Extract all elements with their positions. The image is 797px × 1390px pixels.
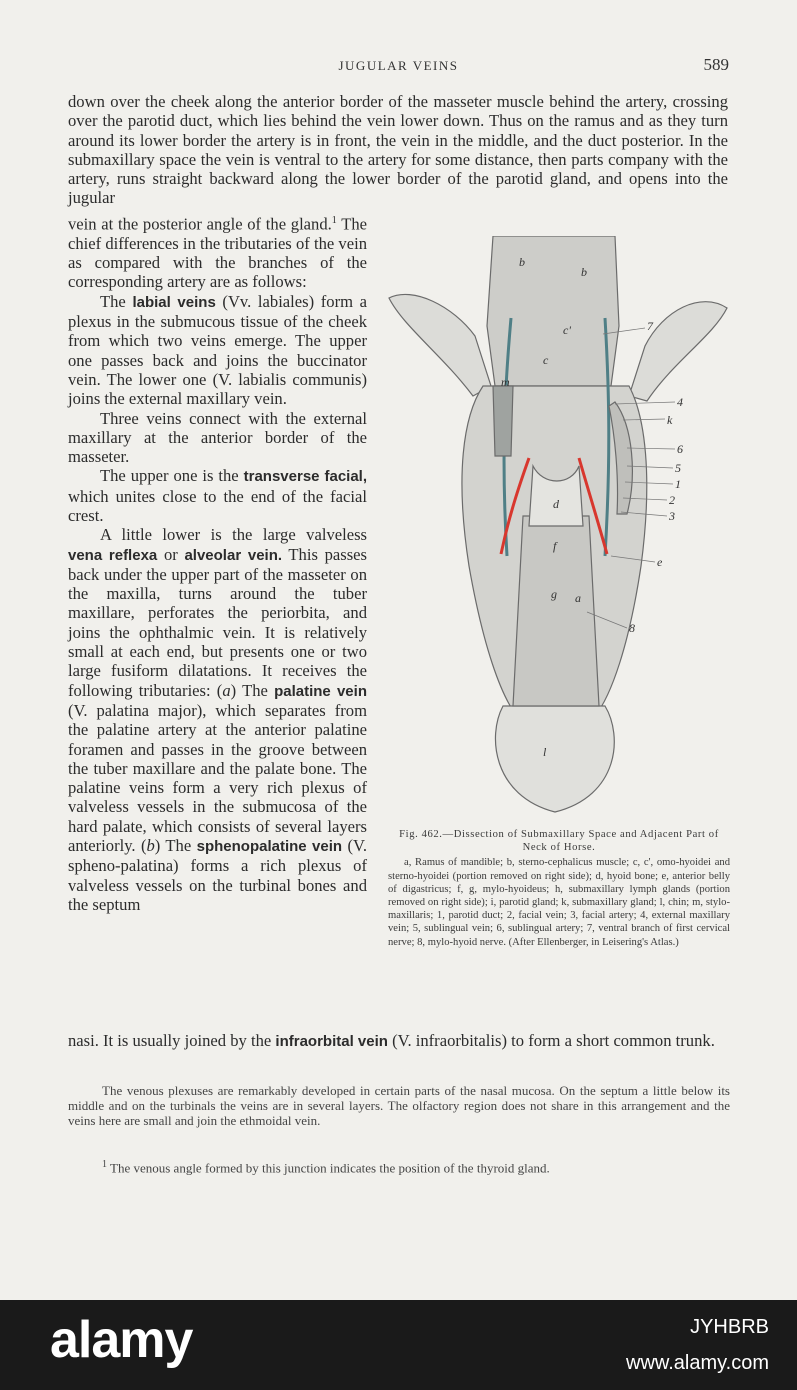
small-print-note: The venous plexuses are remarkably developed in certain parts of the nasal mucosa. On the septum a little below its middle and on the turbinals the veins are in several layers. The olfactory region does not share in this arrangement and the veins here are small and join the ethmoidal vein.: [68, 1083, 730, 1128]
label-c: c: [543, 353, 549, 367]
label-3: 3: [669, 509, 675, 523]
p5-mid: or: [157, 544, 185, 564]
term-alveolar-vein: alveolar vein.: [184, 546, 283, 564]
p1-rest: The chief differences in the tributaries of the vein as compared with the branches of the corresponding artery are as follows:: [68, 214, 368, 292]
stock-url: www.alamy.com: [626, 1352, 769, 1374]
label-g: g: [551, 587, 557, 601]
term-sphenopalatine-vein: sphenopalatine vein: [196, 838, 343, 856]
figure-caption: [388, 828, 730, 949]
anatomical-figure: [383, 236, 730, 816]
image-id: JYHBRB: [690, 1316, 769, 1338]
intro-paragraph: [68, 92, 728, 208]
closing-pre: nasi. It is usually joined by the: [68, 1031, 276, 1050]
closing-line: [68, 1031, 728, 1051]
label-k: k: [667, 413, 673, 427]
footnote-text: The venous angle formed by this junction indicates the position of the thyroid gland.: [107, 1160, 550, 1176]
p5-rest2: ) The: [230, 680, 275, 700]
p5-pre: A little lower is the large valveless: [100, 525, 367, 545]
alamy-logo: alamy: [50, 1311, 193, 1369]
right-ear: [629, 302, 727, 401]
label-4: 4: [677, 395, 683, 409]
paragraph-transverse-facial: [68, 466, 367, 525]
label-m: m: [501, 375, 510, 389]
caption-title: Fig. 462.—Dissection of Submaxillary Space and Adjacent Part of Neck of Horse.: [399, 829, 719, 854]
label-f: f: [553, 539, 557, 553]
p4-pre: The upper one is the: [100, 466, 244, 486]
label-d: d: [553, 497, 559, 511]
label-5: 5: [675, 461, 681, 475]
label-2: 2: [669, 493, 675, 507]
p4-rest: which unites close to the end of the facial crest.: [68, 486, 367, 525]
left-ear: [389, 294, 491, 396]
p5-b: b: [146, 836, 155, 856]
caption-legend: a, Ramus of mandible; b, sterno-cephalicus muscle; c, c', omo-hyoidei and sterno-hyoidei (portion removed on right side); d, hyoid bone; e, anterior belly of digastricus; f, g, mylo-hyoideus; h, submaxillary lymph glands (portion removed on right side); i, parotid gland; k, submaxillary gland; l, chin; m, stylo-maxillaris; 1, parotid duct; 2, facial vein; 3, facial artery; 4, external maxillary vein; 5, sublingual vein; 6, sublingual artery; 7, ventral branch of first cervical nerve; 8, mylo-hyoid nerve. (After Ellenberger, in Leisering's Atlas.): [388, 857, 730, 948]
term-infraorbital-vein: infraorbital vein: [275, 1033, 388, 1050]
figure-illustration: [389, 236, 727, 812]
p5-a: a: [222, 680, 231, 700]
stylomaxillaris: [493, 386, 513, 456]
term-vena-reflexa: vena reflexa: [68, 546, 158, 564]
term-palatine-vein: palatine vein: [274, 682, 367, 700]
term-labial-veins: labial veins: [132, 293, 216, 311]
left-column-text: [68, 211, 367, 914]
footnote-mark: 1: [102, 1159, 107, 1170]
label-e: e: [657, 555, 663, 569]
p2-pre: The: [100, 291, 133, 311]
p5-rest1: This passes back under the upper part of the masseter on the maxilla, turns around the tuber maxillare, perforates the periorbita, and joins the ophthalmic vein. It is relatively small at each end, but presents one or two large fusiform dilatations. It receives the following tributaries: (: [68, 544, 368, 700]
p5-rest4: ) The: [154, 836, 197, 856]
closing-paragraph: [68, 1031, 728, 1051]
label-c-prime: c': [563, 323, 571, 337]
intro-text: down over the cheek along the anterior border of the masseter muscle behind the artery, crossing over the parotid duct, which lies behind the vein lower down. Thus on the ramus and as they turn around its lower border the artery is in front, the vein in the middle, and the duct posterior. In the submaxillary space the vein is ventral to the artery for some distance, then parts company with the artery, runs straight backward along the lower border of the parotid gland, and opens into the jugular: [68, 92, 728, 208]
paragraph-gland: [68, 211, 367, 292]
p1-text: vein at the posterior angle of the gland.: [68, 214, 332, 234]
stock-watermark-bar: [0, 1300, 797, 1390]
running-head: JUGULAR VEINS: [338, 58, 459, 73]
p5-rest5: (V. spheno-palatina) forms a rich plexus of valveless vessels on the turbinal bones and the septum: [68, 836, 367, 914]
term-transverse-facial: transverse facial,: [243, 468, 368, 486]
page-number: 589: [703, 55, 729, 74]
label-b-right: b: [581, 265, 587, 279]
chin: [495, 706, 614, 812]
label-l: l: [543, 745, 547, 759]
label-a: a: [575, 591, 581, 605]
paragraph-vena-reflexa: [68, 525, 367, 914]
label-1: 1: [675, 477, 681, 491]
paragraph-labial-veins: [68, 292, 367, 409]
paragraph-three-veins: Three veins connect with the external maxillary at the anterior border of the masseter.: [68, 408, 367, 467]
p5-rest3: (V. palatina major), which separates from the palatine artery at the anterior palatine foramen and passes in the groove between the tuber maxillare and the palate bone. The palatine veins form a very rich plexus of valveless vessels in the submucosa of the hard palate, which consists of several layers anteriorly. (: [68, 700, 367, 856]
footnote-ref: 1: [331, 215, 337, 226]
footnote: [68, 1157, 730, 1175]
label-b-left: b: [519, 255, 525, 269]
closing-rest: (V. infraorbitalis) to form a short common trunk.: [387, 1031, 715, 1050]
label-8: 8: [629, 621, 635, 635]
label-7: 7: [647, 319, 653, 333]
label-6: 6: [677, 442, 683, 456]
p2-rest: (Vv. labiales) form a plexus in the submucous tissue of the cheek from which two veins emerge. The upper one passes back and joins the buccinator vein. The lower one (V. labialis communis) joins the external maxillary vein.: [68, 291, 368, 409]
